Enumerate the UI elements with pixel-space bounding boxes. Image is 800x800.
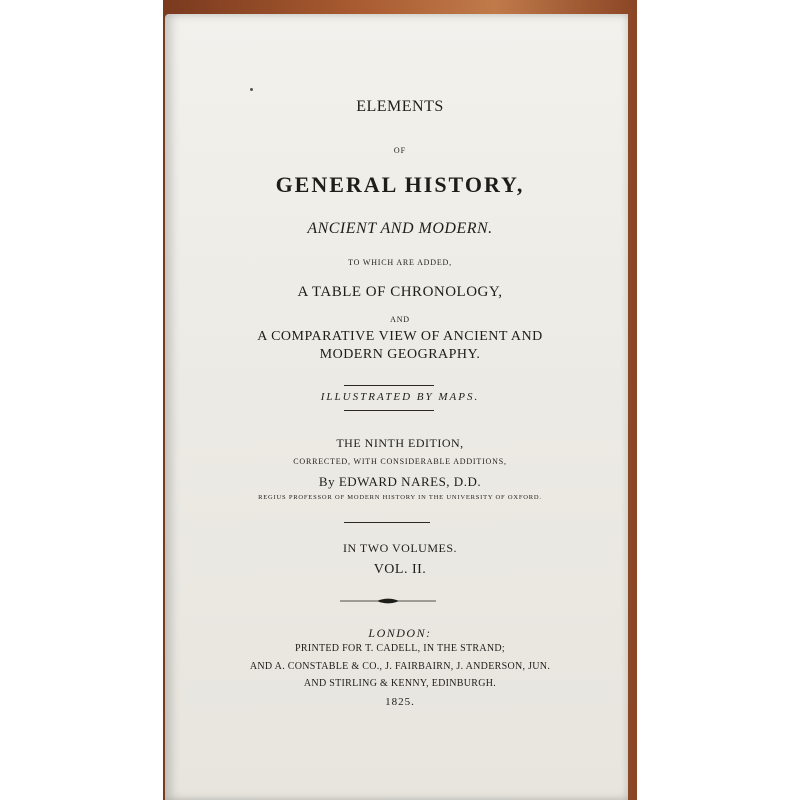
title-word-elements: ELEMENTS [356, 98, 444, 115]
top-rule [344, 385, 434, 386]
main-title: GENERAL HISTORY, [275, 172, 525, 197]
edition-line: THE NINTH EDITION, [336, 436, 464, 450]
subtitle: ANCIENT AND MODERN. [307, 220, 493, 237]
year-line: 1825. [385, 696, 415, 708]
publishers-line: AND A. CONSTABLE & CO., J. FAIRBAIRN, J. ANDERSON, JUN. [249, 661, 551, 672]
volume-number: VOL. II. [373, 562, 427, 577]
geography-line: MODERN GEOGRAPHY. [319, 347, 481, 362]
bottom-rule [344, 410, 434, 411]
author-credentials: REGIUS PROFESSOR OF MODERN HISTORY IN THE UNIVERSITY OF OXFORD. [258, 494, 542, 501]
added-note: TO WHICH ARE ADDED, [348, 258, 452, 267]
printer-line: PRINTED FOR T. CADELL, IN THE STRAND; [295, 643, 505, 654]
edinburgh-line: AND STIRLING & KENNY, EDINBURGH. [303, 678, 497, 689]
and-line: AND [390, 315, 410, 324]
paper-speck [250, 88, 253, 91]
place-line: LONDON: [368, 626, 432, 640]
ornament-rule [340, 597, 436, 605]
corrections-line: CORRECTED, WITH CONSIDERABLE ADDITIONS, [293, 457, 507, 466]
separator-rule [344, 522, 430, 523]
chronology-line: A TABLE OF CHRONOLOGY, [297, 284, 503, 300]
comparative-view-line: A COMPARATIVE VIEW OF ANCIENT AND [257, 329, 543, 344]
illustrated-line: ILLUSTRATED BY MAPS. [320, 391, 480, 403]
volumes-line: IN TWO VOLUMES. [342, 541, 458, 555]
title-word-of: OF [393, 146, 407, 155]
author-line: By EDWARD NARES, D.D. [318, 474, 482, 489]
